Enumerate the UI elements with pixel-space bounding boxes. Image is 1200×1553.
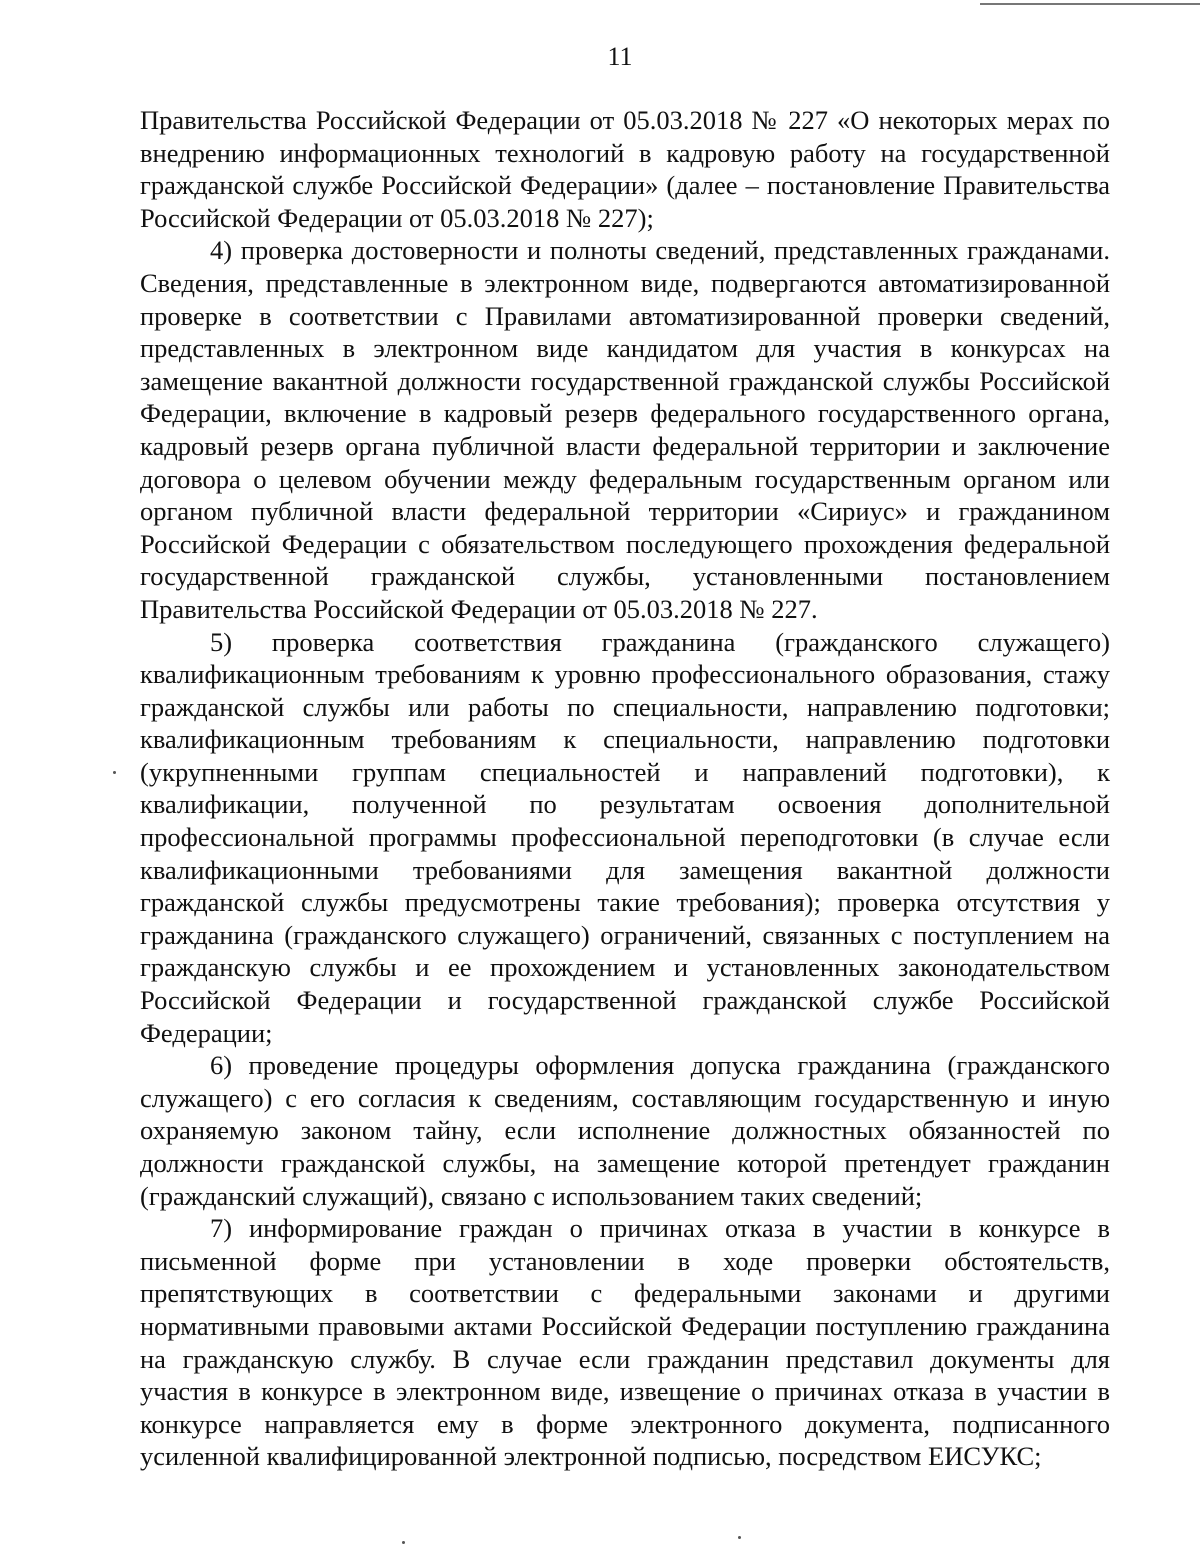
- scan-speck: [738, 1536, 741, 1539]
- paragraph-item-6: 6) проведение процедуры оформления допуска гражданина (гражданского служащего) с его согласия к сведениям, составляющим государственную и иную охраняемую законом тайну, если исполнение должностных обязанностей по должности гражданской службы, на замещение которой претендует гражданин (гражданский служащий), связано с использованием таких сведений;: [140, 1050, 1110, 1211]
- page-number: 11: [607, 42, 633, 71]
- paragraph-item-7: 7) информирование граждан о причинах отказа в участии в конкурсе в письменной форме при установлении в ходе проверки обстоятельств, препятствующих в соответствии с федеральными законами и другими нормативными правовыми актами Российской Федерации поступлению гражданина на гражданскую службу. В случае если гражданин представил документы для участия в конкурсе в электронном виде, извещение о причинах отказа в участии в конкурсе направляется ему в форме электронного документа, подписанного усиленной квалифицированной электронной подписью, посредством ЕИСУКС;: [140, 1213, 1110, 1472]
- scan-edge-line: [980, 3, 1200, 5]
- scan-speck: [402, 1541, 405, 1544]
- paragraph-item-4: 4) проверка достоверности и полноты сведений, представленных гражданами. Сведения, представленные в электронном виде, подвергаются автоматизированной проверке в соответствии с Правилами автоматизированной проверки сведений, представленных в электронном виде кандидатом для участия в конкурсах на замещение вакантной должности государственной гражданской службы Российской Федерации, включение в кадровый резерв федерального государственного органа, кадровый резерв органа публичной власти федеральной территории и заключение договора о целевом обучении между федеральным государственным органом или органом публичной власти федеральной территории «Сириус» и гражданином Российской Федерации с обязательством последующего прохождения федеральной государственной гражданской службы, установленными постановлением Правительства Российской Федерации от 05.03.2018 № 227.: [140, 235, 1110, 624]
- scan-speck: [113, 771, 116, 774]
- document-body: [140, 104, 1110, 1473]
- paragraph-item-5: 5) проверка соответствия гражданина (гражданского служащего) квалификационным требованиям к уровню профессионального образования, стажу гражданской службы или работы по специальности, направлению подготовки; квалификационным требованиям к специальности, направлению подготовки (укрупненными группам специальностей и направлений подготовки), к квалификации, полученной по результатам освоения дополнительной профессиональной программы профессиональной переподготовки (в случае если квалификационными требованиями для замещения вакантной должности гражданской службы предусмотрены такие требования); проверка отсутствия у гражданина (гражданского служащего) ограничений, связанных с поступлением на гражданскую службы и ее прохождением и установленных законодательством Российской Федерации и государственной гражданской службе Российской Федерации;: [140, 626, 1110, 1048]
- paragraph-continuation: Правительства Российской Федерации от 05.03.2018 № 227 «О некоторых мерах по внедрению информационных технологий в кадровую работу на государственной гражданской службе Российской Федерации» (далее – постановление Правительства Российской Федерации от 05.03.2018 № 227);: [140, 105, 1110, 233]
